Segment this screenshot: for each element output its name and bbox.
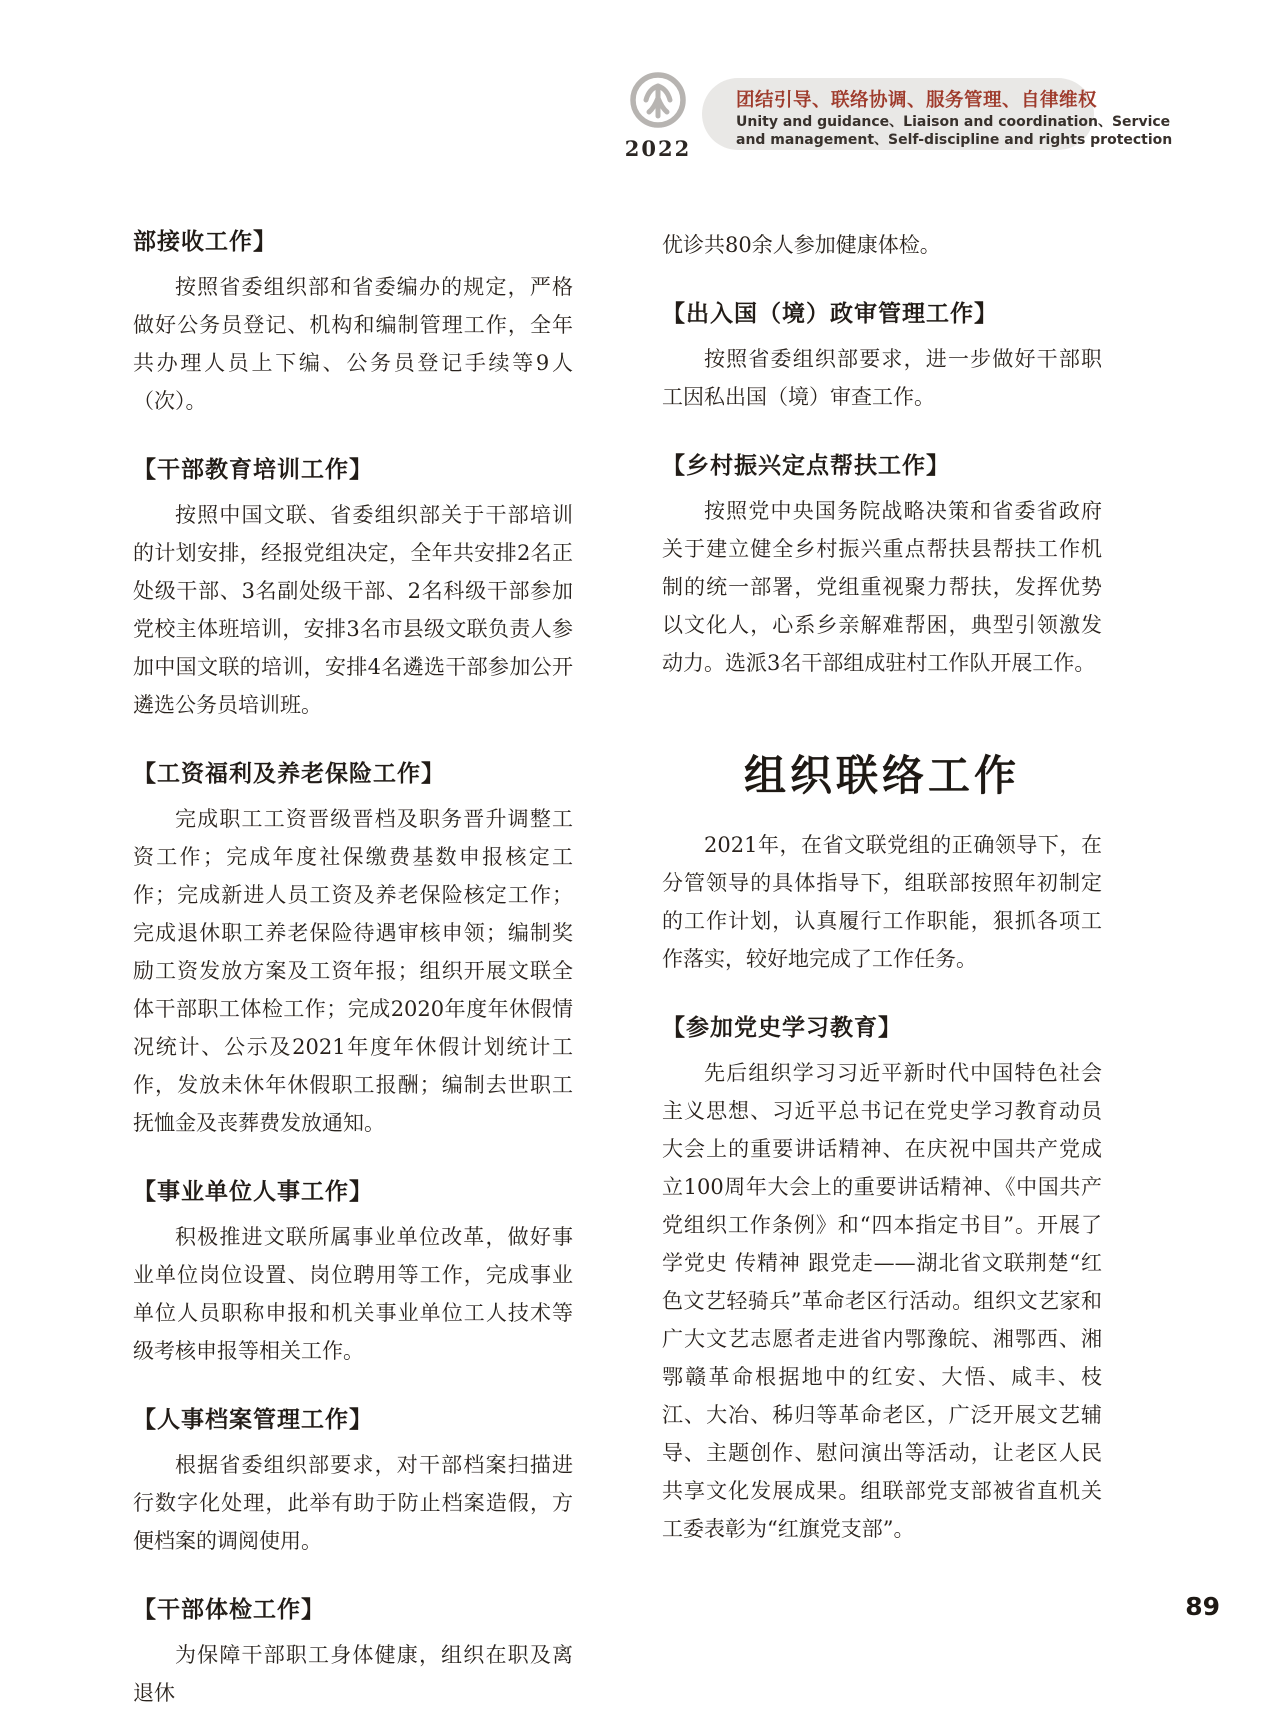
chapter-title: 组织联络工作 — [743, 751, 1020, 800]
body-paragraph: 先后组织学习习近平新时代中国特色社会主义思想、习近平总书记在党史学习教育动员大会上的重要讲话精神、在庆祝中国共产党成立100周年大会上的重要讲话精神、《中国共产党组织工作条例》和“四本指定书目”。开展了学党史 传精神 跟党走——湖北省文联荆楚“红色文艺轻骑兵”革命老区行活动。组织文艺家和广大文艺志愿者走进省内鄂豫皖、湘鄂西、湘鄂赣革命根据地中的红安、大悟、咸丰、枝江、大冶、秭归等革命老区，广泛开展文艺辅导、主题创作、慰问演出等活动，让老区人民共享文化发展成果。组联部党支部被省直机关工委表彰为“红旗党支部”。 — [662, 1061, 1102, 1541]
left-column — [133, 226, 573, 1712]
logo-year: 2022 — [624, 136, 692, 161]
body-paragraph: 2021年，在省文联党组的正确领导下，在分管领导的具体指导下，组联部按照年初制定的工作计划，认真履行工作职能，狠抓各项工作落实，较好地完成了工作任务。 — [662, 833, 1102, 971]
section-heading: 【工资福利及养老保险工作】 — [133, 761, 445, 787]
section-heading: 【乡村振兴定点帮扶工作】 — [662, 453, 950, 479]
banner-subtitle-en — [736, 114, 1173, 149]
banner-subtitle-en-line2: and management、Self-discipline and rights protection — [736, 131, 1173, 148]
body-paragraph: 积极推进文联所属事业单位改革，做好事业单位岗位设置、岗位聘用等工作，完成事业单位人员职称申报和机关事业单位工人技术等级考核申报等相关工作。 — [133, 1225, 573, 1363]
section-heading: 【参加党史学习教育】 — [662, 1015, 902, 1041]
body-paragraph: 按照党中央国务院战略决策和省委省政府关于建立健全乡村振兴重点帮扶县帮扶工作机制的统一部署，党组重视聚力帮扶，发挥优势以文化人，心系乡亲解难帮困，典型引领激发动力。选派3名干部组成驻村工作队开展工作。 — [662, 499, 1102, 675]
body-paragraph: 根据省委组织部要求，对干部档案扫描进行数字化处理，此举有助于防止档案造假，方便档案的调阅使用。 — [133, 1453, 573, 1553]
body-paragraph: 优诊共80余人参加健康体检。 — [662, 233, 941, 257]
section-heading: 【干部体检工作】 — [133, 1597, 325, 1623]
section-heading: 【事业单位人事工作】 — [133, 1179, 373, 1205]
section-heading: 【出入国（境）政审管理工作】 — [662, 301, 998, 327]
page-number: 89 — [1185, 1592, 1220, 1621]
body-paragraph: 按照省委组织部和省委编办的规定，严格做好公务员登记、机构和编制管理工作，全年共办理人员上下编、公务员登记手续等9人（次）。 — [133, 275, 573, 413]
section-heading: 【干部教育培训工作】 — [133, 457, 373, 483]
section-heading: 部接收工作】 — [133, 229, 277, 255]
body-paragraph: 为保障干部职工身体健康，组织在职及离退休 — [133, 1643, 573, 1705]
body-paragraph: 按照中国文联、省委组织部关于干部培训的计划安排，经报党组决定，全年共安排2名正处级干部、3名副处级干部、2名科级干部参加党校主体班培训，安排3名市县级文联负责人参加中国文联的培训，安排4名遴选干部参加公开遴选公务员培训班。 — [133, 503, 573, 717]
section-heading: 【人事档案管理工作】 — [133, 1407, 373, 1433]
banner-title-cn: 团结引导、联络协调、服务管理、自律维权 — [736, 90, 1098, 111]
logo-block — [620, 70, 696, 161]
body-paragraph: 按照省委组织部要求，进一步做好干部职工因私出国（境）审查工作。 — [662, 347, 1102, 409]
header-banner — [702, 78, 1173, 150]
right-column — [662, 226, 1102, 1548]
wenlian-logo-icon — [629, 70, 687, 132]
body-paragraph: 完成职工工资晋级晋档及职务晋升调整工资工作；完成年度社保缴费基数申报核定工作；完成新进人员工资及养老保险核定工作；完成退休职工养老保险待遇审核申领；编制奖励工资发放方案及工资年报；组织开展文联全体干部职工体检工作；完成2020年度年休假情况统计、公示及2021年度年休假计划统计工作，发放未休年休假职工报酬；编制去世职工抚恤金及丧葬费发放通知。 — [133, 807, 573, 1135]
banner-subtitle-en-line1: Unity and guidance、Liaison and coordination、Service — [736, 114, 1171, 130]
